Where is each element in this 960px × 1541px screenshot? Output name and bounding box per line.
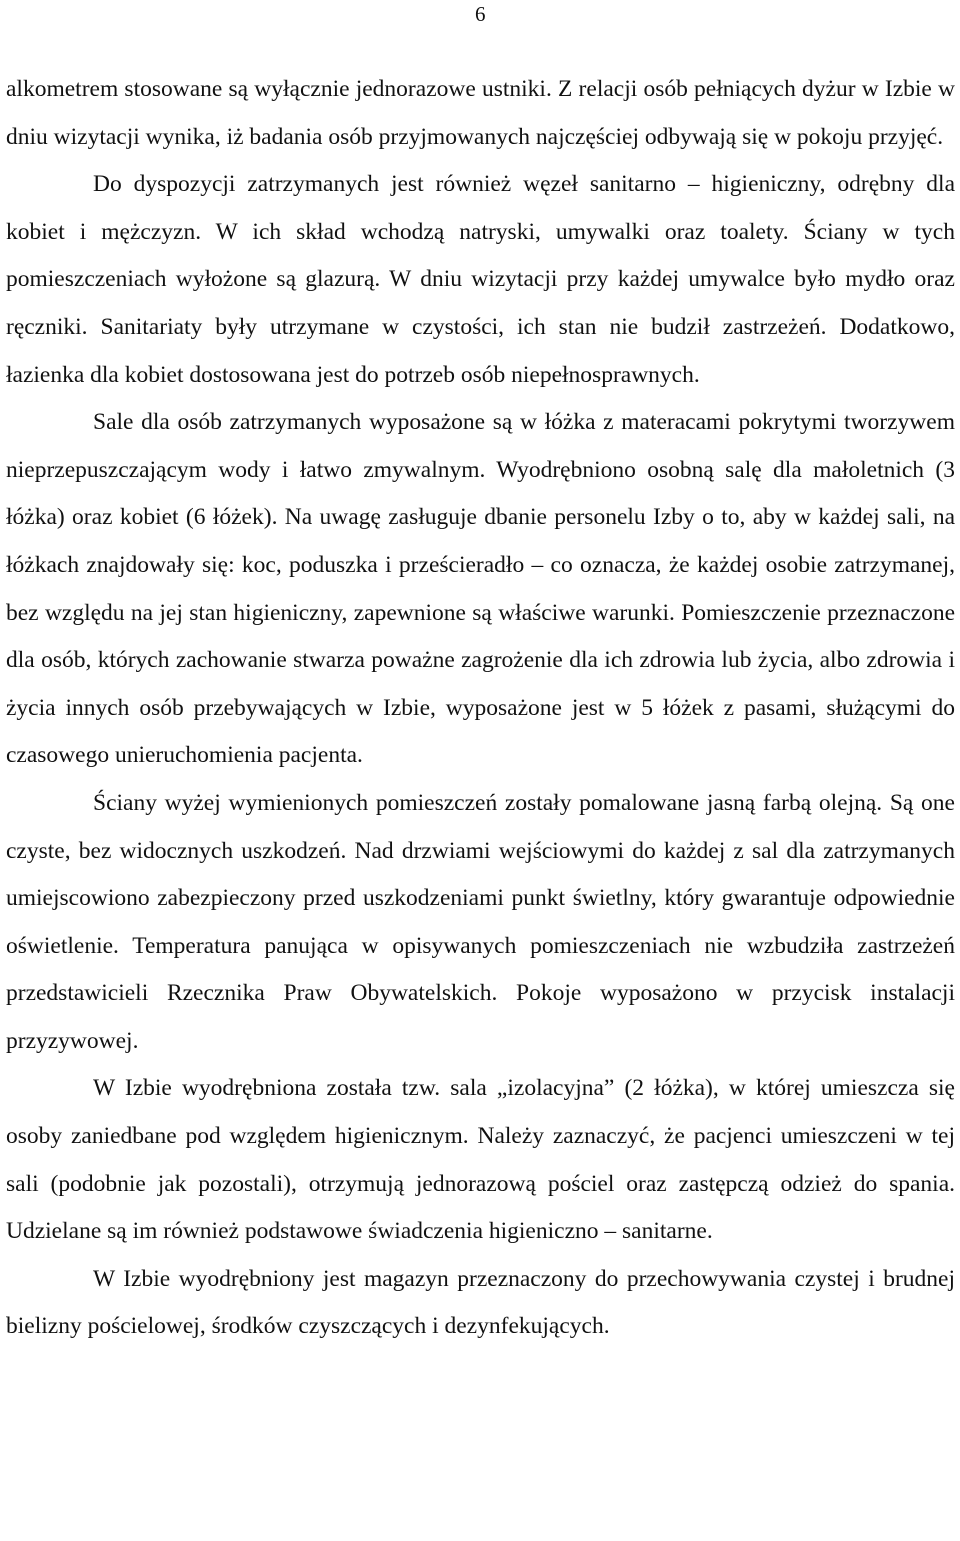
page-number: 6	[475, 2, 486, 26]
paragraph: alkometrem stosowane są wyłącznie jednorazowe ustniki. Z relacji osób pełniących dyżur w Izbie w dniu wizytacji wynika, iż badania osób przyjmowanych najczęściej odbywają się w pokoju przyjęć.	[6, 76, 955, 150]
paragraph: W Izbie wyodrębniony jest magazyn przeznaczony do przechowywania czystej i brudnej bielizny pościelowej, środków czyszczących i dezynfekujących.	[6, 1265, 955, 1340]
paragraph: Ściany wyżej wymienionych pomieszczeń zostały pomalowane jasną farbą olejną. Są one czyste, bez widocznych uszkodzeń. Nad drzwiami wejściowymi do każdej z sal dla zatrzymanych umiejscowiono zabezpieczony przed uszkodzeniami punkt świetlny, który gwarantuje odpowiednie oświetlenie. Temperatura panująca w opisywanych pomieszczeniach nie wzbudziła zastrzeżeń przedstawicieli Rzecznika Praw Obywatelskich. Pokoje wyposażono w przycisk instalacji przyzywowej.	[6, 789, 955, 1054]
paragraph: Sale dla osób zatrzymanych wyposażone są w łóżka z materacami pokrytymi tworzywem nieprzepuszczającym wody i łatwo zmywalnym. Wyodrębniono osobną salę dla małoletnich (3 łóżka) oraz kobiet (6 łóżek). Na uwagę zasługuje dbanie personelu Izby o to, aby w każdej sali, na łóżkach znajdowały się: koc, poduszka i prześcieradło – co oznacza, że każdej osobie zatrzymanej, bez względu na jej stan higieniczny, zapewnione są właściwe warunki. Pomieszczenie przeznaczone dla osób, których zachowanie stwarza poważne zagrożenie dla ich zdrowia lub życia, albo zdrowia i życia innych osób przebywających w Izbie, wyposażone jest w 5 łóżek z pasami, służącymi do czasowego unieruchomienia pacjenta.	[6, 409, 955, 769]
paragraph: W Izbie wyodrębniona została tzw. sala „izolacyjna” (2 łóżka), w której umieszcza się osoby zaniedbane pod względem higienicznym. Należy zaznaczyć, że pacjenci umieszczeni w tej sali (podobnie jak pozostali), otrzymują jednorazową pościel oraz zastępczą odzież do spania. Udzielane są im również podstawowe świadczenia higieniczno – sanitarne.	[6, 1075, 955, 1245]
paragraph: Do dyspozycji zatrzymanych jest również węzeł sanitarno – higieniczny, odrębny dla kobiet i mężczyzn. W ich skład wchodzą natryski, umywalki oraz toalety. Ściany w tych pomieszczeniach wyłożone są glazurą. W dniu wizytacji przy każdej umywalce było mydło oraz ręczniki. Sanitariaty były utrzymane w czystości, ich stan nie budził zastrzeżeń. Dodatkowo, łazienka dla kobiet dostosowana jest do potrzeb osób niepełnosprawnych.	[6, 171, 955, 388]
document-body	[6, 66, 955, 1351]
